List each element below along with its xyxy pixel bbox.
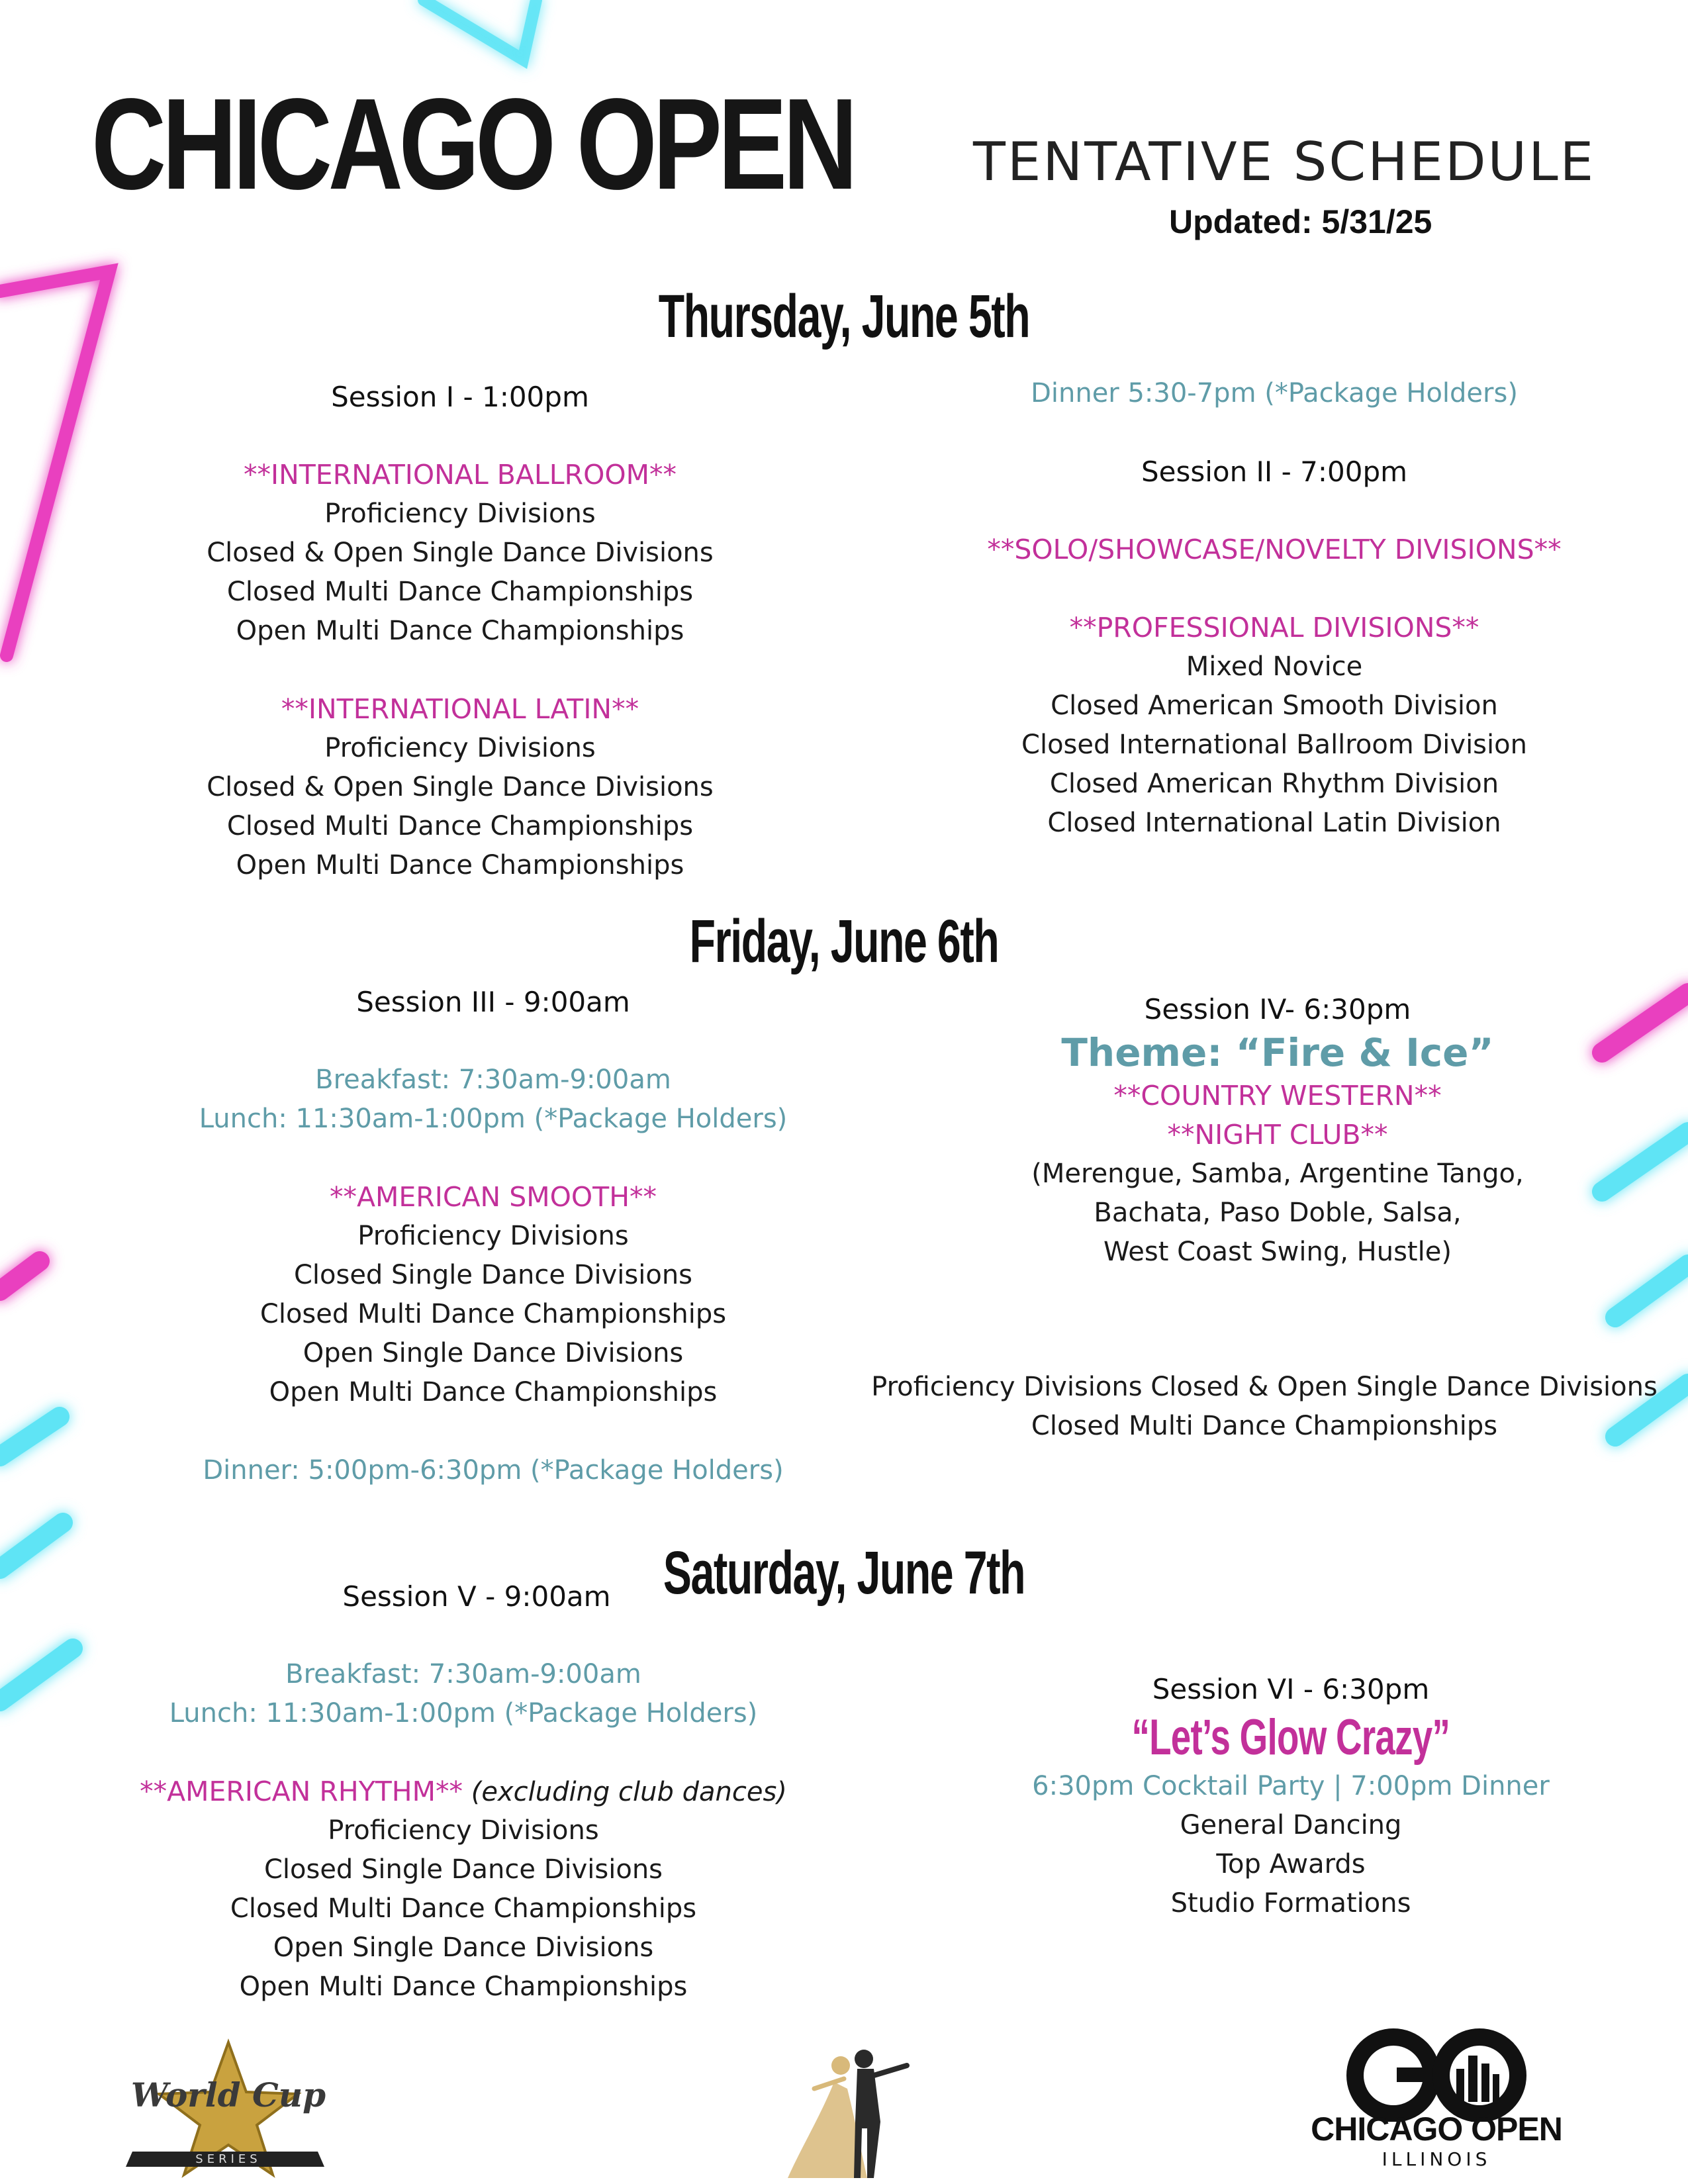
heading-american-rhythm-row [119, 1772, 808, 1811]
neon-pink-triangle [0, 271, 109, 655]
session-6-title: Session VI - 6:30pm [1152, 1673, 1430, 1705]
list-item: Closed Multi Dance Championships [230, 1893, 697, 1924]
list-item: General Dancing [1180, 1810, 1402, 1840]
list-item: Closed International Latin Division [1047, 808, 1501, 838]
theme-glow-crazy: “Let’s Glow Crazy” [1131, 1709, 1450, 1766]
list-item: Open Multi Dance Championships [239, 1971, 688, 2002]
list-item: Closed International Ballroom Division [1021, 730, 1527, 760]
friday-breakfast: Breakfast: 7:30am-9:00am [315, 1065, 671, 1095]
brand-title: CHICAGO OPEN [91, 71, 854, 216]
list-item: Closed Single Dance Divisions [263, 1854, 663, 1885]
list-item: Closed American Smooth Division [1051, 690, 1498, 721]
day-heading-thursday: Thursday, June 5th [658, 283, 1030, 350]
neon-cyan-bar-right-1 [1602, 1132, 1688, 1192]
neon-cyan-bar-left-2 [0, 1523, 63, 1569]
list-item: Open Multi Dance Championships [236, 850, 684, 880]
heading-american-smooth: **AMERICAN SMOOTH** [329, 1181, 657, 1213]
list-item: Proficiency Divisions [324, 733, 596, 763]
list-item: Mixed Novice [1186, 651, 1363, 682]
heading-international-latin: **INTERNATIONAL LATIN** [281, 693, 639, 725]
neon-pink-bar-left [0, 1261, 40, 1291]
neon-cyan-bar-right-2 [1615, 1264, 1688, 1317]
session-3-title: Session III - 9:00am [356, 986, 630, 1018]
world-cup-script: World Cup [130, 2075, 326, 2114]
session-1-title: Session I - 1:00pm [331, 381, 589, 413]
logo-subtext: ILLINOIS [1382, 2148, 1491, 2170]
session-6-column [993, 1670, 1589, 1923]
list-item: Closed Multi Dance Championships [1031, 1411, 1498, 1441]
day-heading-friday: Friday, June 6th [689, 908, 999, 975]
list-item: Closed Multi Dance Championships [226, 811, 694, 841]
heading-solo-showcase: **SOLO/SHOWCASE/NOVELTY DIVISIONS** [987, 534, 1562, 565]
session-5-title: Session V - 9:00am [342, 1580, 611, 1613]
dance-list-line: (Merengue, Samba, Argentine Tango, [1031, 1159, 1524, 1189]
theme-fire-ice: Theme: “Fire & Ice” [1061, 1030, 1494, 1075]
world-cup-banner: SERIES [195, 2152, 261, 2166]
neon-cyan-bar-left-1 [0, 1417, 60, 1456]
list-item: Proficiency Divisions Closed & Open Single Dance Divisions [871, 1372, 1658, 1402]
dancing-couple-icon [774, 2042, 920, 2181]
list-item: Proficiency Divisions [324, 499, 596, 529]
heading-professional: **PROFESSIONAL DIVISIONS** [1069, 612, 1479, 643]
session-4-column [980, 990, 1575, 1272]
list-item: Proficiency Divisions [357, 1221, 629, 1251]
heading-american-rhythm: **AMERICAN RHYTHM** [140, 1776, 463, 1807]
session-5-column [119, 1577, 808, 2007]
cocktail-party: 6:30pm Cocktail Party | 7:00pm Dinner [1032, 1771, 1550, 1801]
list-item: Open Single Dance Divisions [273, 1932, 654, 1963]
list-item: Closed American Rhythm Division [1049, 769, 1499, 799]
dancers-icon [774, 2042, 920, 2181]
session-2-title: Session II - 7:00pm [1141, 455, 1408, 488]
dance-list-line: West Coast Swing, Hustle) [1103, 1237, 1452, 1267]
list-item: Closed Multi Dance Championships [259, 1299, 727, 1329]
go-logo-icon [1297, 2022, 1575, 2122]
saturday-breakfast: Breakfast: 7:30am-9:00am [285, 1659, 641, 1689]
updated-date: Updated: 5/31/25 [1169, 203, 1432, 240]
session-4-divisions [847, 1368, 1681, 1446]
neon-cyan-bar-left-3 [0, 1648, 73, 1701]
neon-cyan-triangle [424, 0, 536, 60]
heading-country-western: **COUNTRY WESTERN** [1113, 1080, 1442, 1112]
session-2-column [953, 374, 1595, 843]
thursday-dinner: Dinner 5:30-7pm (*Package Holders) [1031, 378, 1518, 408]
list-item: Proficiency Divisions [328, 1815, 599, 1846]
session-4-title: Session IV- 6:30pm [1144, 993, 1411, 1025]
list-item: Studio Formations [1170, 1888, 1411, 1919]
friday-lunch: Lunch: 11:30am-1:00pm (*Package Holders) [199, 1104, 788, 1134]
heading-night-club: **NIGHT CLUB** [1167, 1119, 1388, 1151]
session-1-column [199, 377, 722, 885]
list-item: Closed & Open Single Dance Divisions [207, 538, 714, 568]
list-item: Closed Multi Dance Championships [226, 577, 694, 607]
heading-international-ballroom: **INTERNATIONAL BALLROOM** [244, 459, 677, 491]
dance-list-line: Bachata, Paso Doble, Salsa, [1094, 1198, 1462, 1228]
list-item: Top Awards [1216, 1849, 1366, 1879]
logo-text: CHICAGO OPEN [1311, 2111, 1562, 2148]
list-item: Closed & Open Single Dance Divisions [207, 772, 714, 802]
schedule-title: TENTATIVE SCHEDULE [973, 131, 1596, 193]
list-item: Open Multi Dance Championships [236, 616, 684, 646]
rhythm-note: (excluding club dances) [471, 1777, 787, 1807]
list-item: Closed Single Dance Divisions [293, 1260, 693, 1290]
neon-pink-bar-right [1602, 993, 1688, 1053]
list-item: Open Multi Dance Championships [269, 1377, 718, 1407]
theme-row [993, 1709, 1589, 1767]
session-3-column [199, 982, 788, 1490]
day-heading-saturday: Saturday, June 7th [663, 1539, 1025, 1607]
go-chicago-skyline-logo [1297, 2022, 1575, 2181]
world-cup-star-logo [119, 2036, 338, 2181]
friday-dinner: Dinner: 5:00pm-6:30pm (*Package Holders) [203, 1455, 784, 1486]
list-item: Open Single Dance Divisions [303, 1338, 684, 1368]
saturday-lunch: Lunch: 11:30am-1:00pm (*Package Holders) [169, 1698, 758, 1729]
